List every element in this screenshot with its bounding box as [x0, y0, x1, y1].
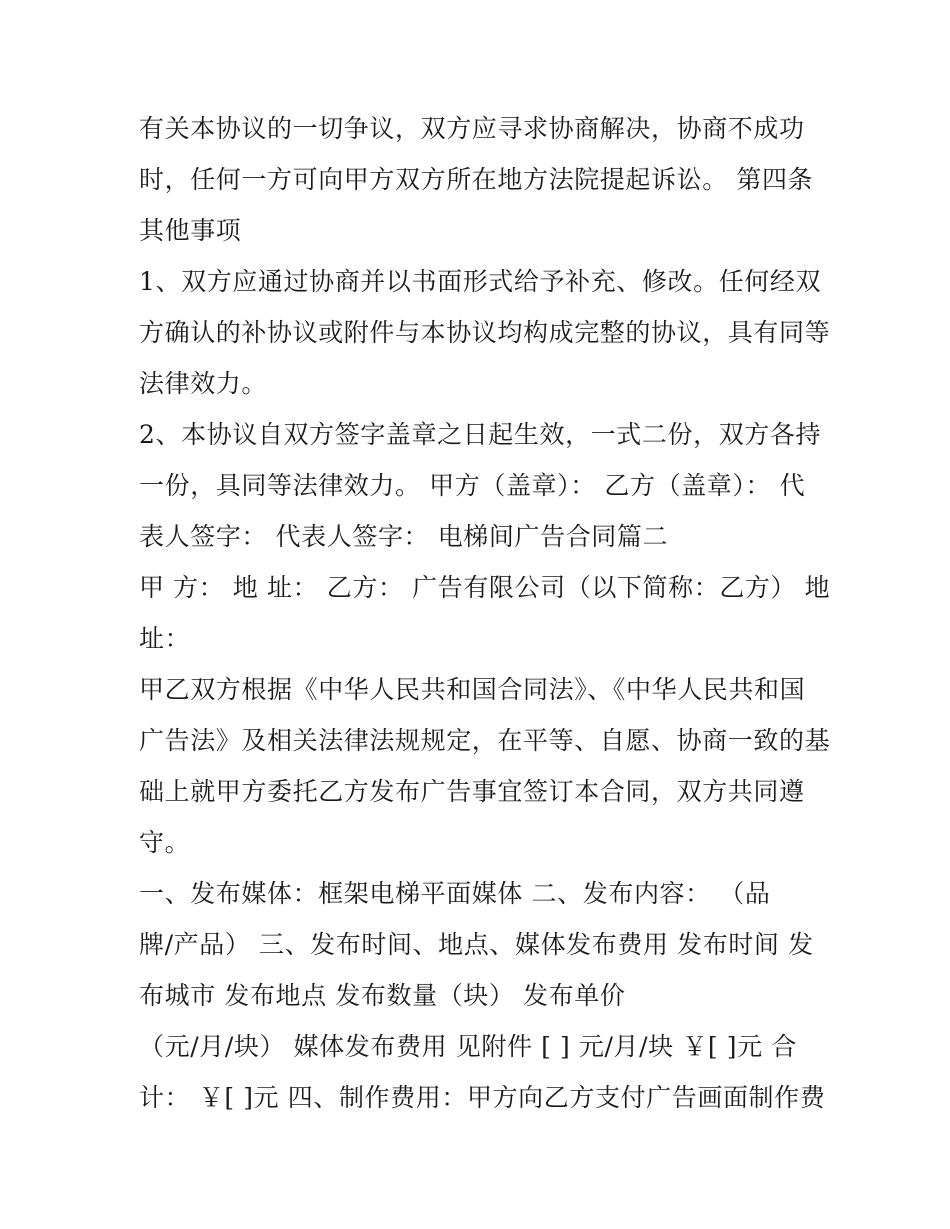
text-line: 甲 方： 地 址： 乙方： 广告有限公司（以下简称：乙方） 地: [139, 573, 831, 602]
text-line: 计： ￥[ ]元 四、制作费用：甲方向乙方支付广告画面制作费: [139, 1083, 826, 1112]
text-line: 础上就甲方委托乙方发布广告事宜签订本合同，双方共同遵: [139, 777, 805, 806]
text-line: 守。: [139, 828, 191, 857]
text-line: 一份，具同等法律效力。 甲方（盖章）： 乙方（盖章）： 代: [139, 471, 806, 500]
text-line: 表人签字： 代表人签字： 电梯间广告合同篇二: [139, 522, 669, 551]
text-line: 牌/产品） 三、发布时间、地点、媒体发布费用 发布时间 发: [139, 930, 814, 959]
text-line: 一、发布媒体：框架电梯平面媒体 二、发布内容： （品: [139, 879, 771, 908]
document-body: [139, 103, 831, 1123]
text-line: 时，任何一方可向甲方双方所在地方法院提起诉讼。 第四条: [139, 165, 814, 194]
text-line: 甲乙双方根据《中华人民共和国合同法》、《中华人民共和国: [139, 675, 806, 704]
text-line: 有关本协议的一切争议，双方应寻求协商解决，协商不成功: [139, 114, 805, 143]
text-line: 法律效力。: [139, 369, 268, 398]
text-line: 其他事项: [139, 216, 242, 245]
text-line: 址：: [139, 624, 191, 653]
text-line: 1、双方应通过协商并以书面形式给予补充、修改。任何经双: [139, 267, 822, 296]
text-line: 方确认的补协议或附件与本协议均构成完整的协议，具有同等: [139, 318, 831, 347]
text-line: （元/月/块） 媒体发布费用 见附件 [ ] 元/月/块 ￥[ ]元 合: [139, 1032, 797, 1061]
text-line: 广告法》及相关法律法规规定，在平等、自愿、协商一致的基: [139, 726, 831, 755]
text-line: 2、本协议自双方签字盖章之日起生效，一式二份，双方各持: [139, 420, 822, 449]
text-line: 布城市 发布地点 发布数量（块） 发布单价: [139, 981, 626, 1010]
